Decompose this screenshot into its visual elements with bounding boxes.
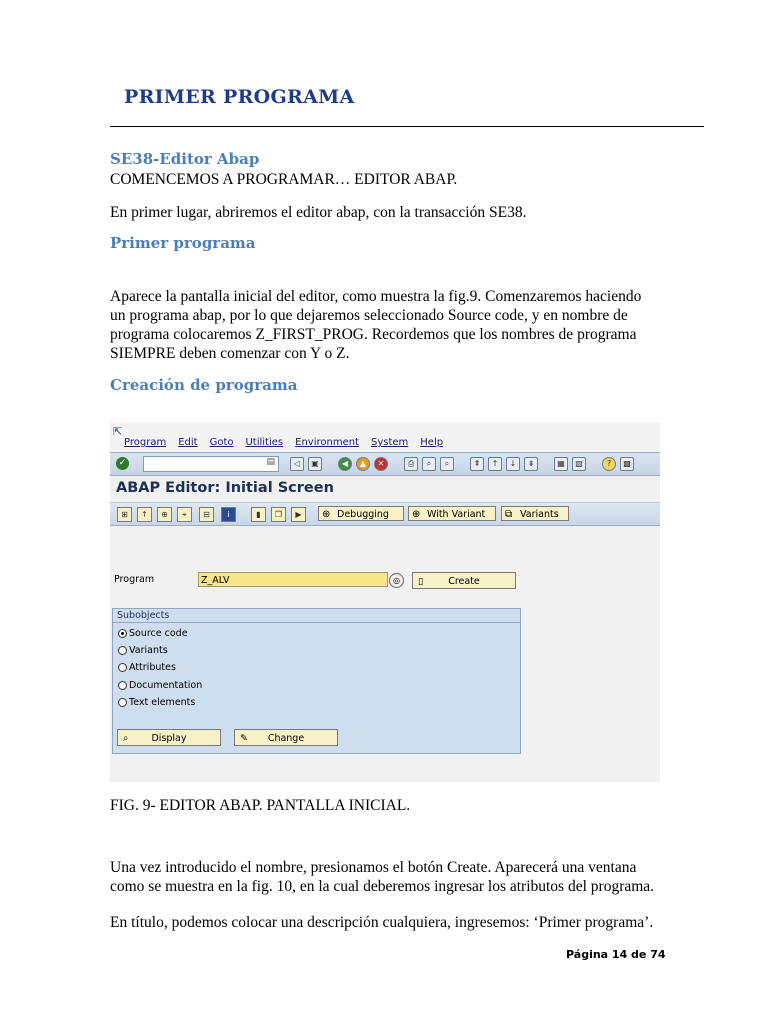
- with-variant-button[interactable]: [408, 506, 496, 521]
- sap-standard-toolbar: [110, 452, 660, 476]
- radio-source-code-label: Source code: [129, 628, 188, 639]
- command-field[interactable]: [143, 456, 279, 472]
- variants-button[interactable]: [501, 506, 569, 521]
- page-number: Página 14 de 74: [566, 948, 666, 961]
- print-icon[interactable]: ⎙: [404, 457, 418, 471]
- create-label: Create: [448, 576, 480, 587]
- find-icon[interactable]: ⌕: [422, 457, 436, 471]
- find-next-icon[interactable]: ⌕: [440, 457, 454, 471]
- heading-se38-editor: SE38-Editor Abap: [110, 150, 260, 168]
- radio-attributes-label: Attributes: [129, 662, 176, 673]
- back-icon[interactable]: ◀: [338, 457, 352, 471]
- cancel-icon[interactable]: ✕: [374, 457, 388, 471]
- first-page-icon[interactable]: ⇞: [470, 457, 484, 471]
- variants-icon: ⧉: [505, 509, 513, 520]
- where-used-icon[interactable]: ⌖: [177, 507, 192, 522]
- command-dropdown-icon[interactable]: ▤: [266, 457, 275, 467]
- enter-check-icon[interactable]: ✓: [116, 457, 129, 470]
- other-object-icon[interactable]: ⊞: [117, 507, 132, 522]
- radio-documentation-label: Documentation: [129, 680, 203, 691]
- radio-variants[interactable]: [118, 645, 168, 656]
- previous-page-icon[interactable]: ↑: [488, 457, 502, 471]
- radio-attributes[interactable]: [118, 662, 176, 673]
- page-title: PRIMER PROGRAMA: [124, 86, 355, 108]
- menu-environment[interactable]: Environment: [295, 437, 359, 448]
- subobjects-title: Subobjects: [117, 610, 170, 621]
- program-input[interactable]: Z_ALV: [198, 572, 388, 587]
- subobjects-divider: [113, 622, 520, 623]
- radio-documentation[interactable]: [118, 680, 202, 691]
- radio-source-code[interactable]: [118, 628, 188, 639]
- display-label: Display: [151, 733, 187, 744]
- execute-icon[interactable]: ▶: [291, 507, 306, 522]
- radio-variants-label: Variants: [129, 645, 168, 656]
- display-icon: ⌕: [123, 733, 129, 744]
- activate-icon[interactable]: ⊕: [157, 507, 172, 522]
- paragraph-pantalla-inicial: Aparece la pantalla inicial del editor, como muestra la fig.9. Comenzaremos haciendo un programa abap, por lo que dejaremos seleccionado Source code, y en nombre de programa colocaremos Z_FIRST_PROG. Recordemos que los nombres de programa SIEMPRE deben comenzar con Y o Z.: [110, 288, 642, 362]
- debugging-button[interactable]: [318, 506, 404, 521]
- delete-icon[interactable]: ▮: [251, 507, 266, 522]
- info-icon[interactable]: i: [221, 507, 236, 522]
- sap-editor-screenshot: [110, 422, 660, 782]
- radio-documentation-dot[interactable]: [118, 681, 127, 690]
- shortcut-icon[interactable]: ▧: [572, 457, 586, 471]
- menu-system[interactable]: System: [370, 437, 409, 448]
- next-page-icon[interactable]: ↓: [506, 457, 520, 471]
- menu-edit[interactable]: Edit: [178, 437, 198, 448]
- display-button[interactable]: [117, 729, 221, 746]
- menu-utilities[interactable]: Utilities: [245, 437, 284, 448]
- paragraph-create-button: Una vez introducido el nombre, presionamos el botón Create. Aparecerá una ventana como se muestra en la fig. 10, en la cual deberemos ingresar los atributos del programa.: [110, 859, 655, 895]
- debugging-icon: ⊕: [322, 509, 331, 520]
- paragraph-primer-lugar: En primer lugar, abriremos el editor abap, con la transacción SE38.: [110, 204, 527, 221]
- search-help-icon[interactable]: ◎: [389, 573, 404, 588]
- copy-icon[interactable]: ❐: [271, 507, 286, 522]
- radio-source-code-dot[interactable]: [118, 629, 127, 638]
- with-variant-icon: ⊕: [412, 509, 421, 520]
- back-arrow-icon[interactable]: ◁: [290, 457, 304, 471]
- create-icon: ▯: [418, 576, 424, 587]
- radio-text-elements-label: Text elements: [129, 697, 196, 708]
- debugging-label: Debugging: [337, 509, 389, 520]
- create-button[interactable]: [412, 572, 516, 589]
- last-page-icon[interactable]: ⇟: [524, 457, 538, 471]
- radio-text-elements-dot[interactable]: [118, 698, 127, 707]
- exit-icon[interactable]: ▲: [356, 457, 370, 471]
- with-variant-label: With Variant: [427, 509, 486, 520]
- heading-creacion-programa: Creación de programa: [110, 376, 298, 394]
- help-icon[interactable]: ?: [602, 457, 616, 471]
- menu-program[interactable]: Program: [124, 437, 167, 448]
- save-icon[interactable]: ▣: [308, 457, 322, 471]
- heading-primer-programa: Primer programa: [110, 234, 256, 252]
- variants-label: Variants: [520, 509, 559, 520]
- title-rule: [110, 126, 704, 127]
- paragraph-titulo: En título, podemos colocar una descripción cualquiera, ingresemos: ‘Primer programa’.: [110, 914, 654, 931]
- figure-caption: FIG. 9- EDITOR ABAP. PANTALLA INICIAL.: [110, 797, 411, 814]
- menu-help[interactable]: Help: [420, 437, 444, 448]
- sap-menu-bar: [124, 437, 443, 448]
- radio-text-elements[interactable]: [118, 697, 195, 708]
- sap-menu-area: [110, 422, 660, 452]
- layout-menu-icon[interactable]: ▩: [620, 457, 634, 471]
- menu-goto[interactable]: Goto: [209, 437, 234, 448]
- object-list-icon[interactable]: ⊟: [199, 507, 214, 522]
- radio-attributes-dot[interactable]: [118, 663, 127, 672]
- program-label: Program: [114, 574, 155, 585]
- create-session-icon[interactable]: ▦: [554, 457, 568, 471]
- sap-exit-icon[interactable]: ⇱: [113, 425, 123, 438]
- sap-screen-title: ABAP Editor: Initial Screen: [116, 480, 334, 496]
- change-label: Change: [267, 733, 305, 744]
- paragraph-comencemos: COMENCEMOS A PROGRAMAR… EDITOR ABAP.: [110, 171, 458, 188]
- radio-variants-dot[interactable]: [118, 646, 127, 655]
- check-syntax-icon[interactable]: ↑: [137, 507, 152, 522]
- pencil-icon: ✎: [240, 733, 248, 744]
- sap-application-toolbar: [110, 503, 660, 526]
- change-button[interactable]: [234, 729, 338, 746]
- subobjects-group: [112, 608, 521, 754]
